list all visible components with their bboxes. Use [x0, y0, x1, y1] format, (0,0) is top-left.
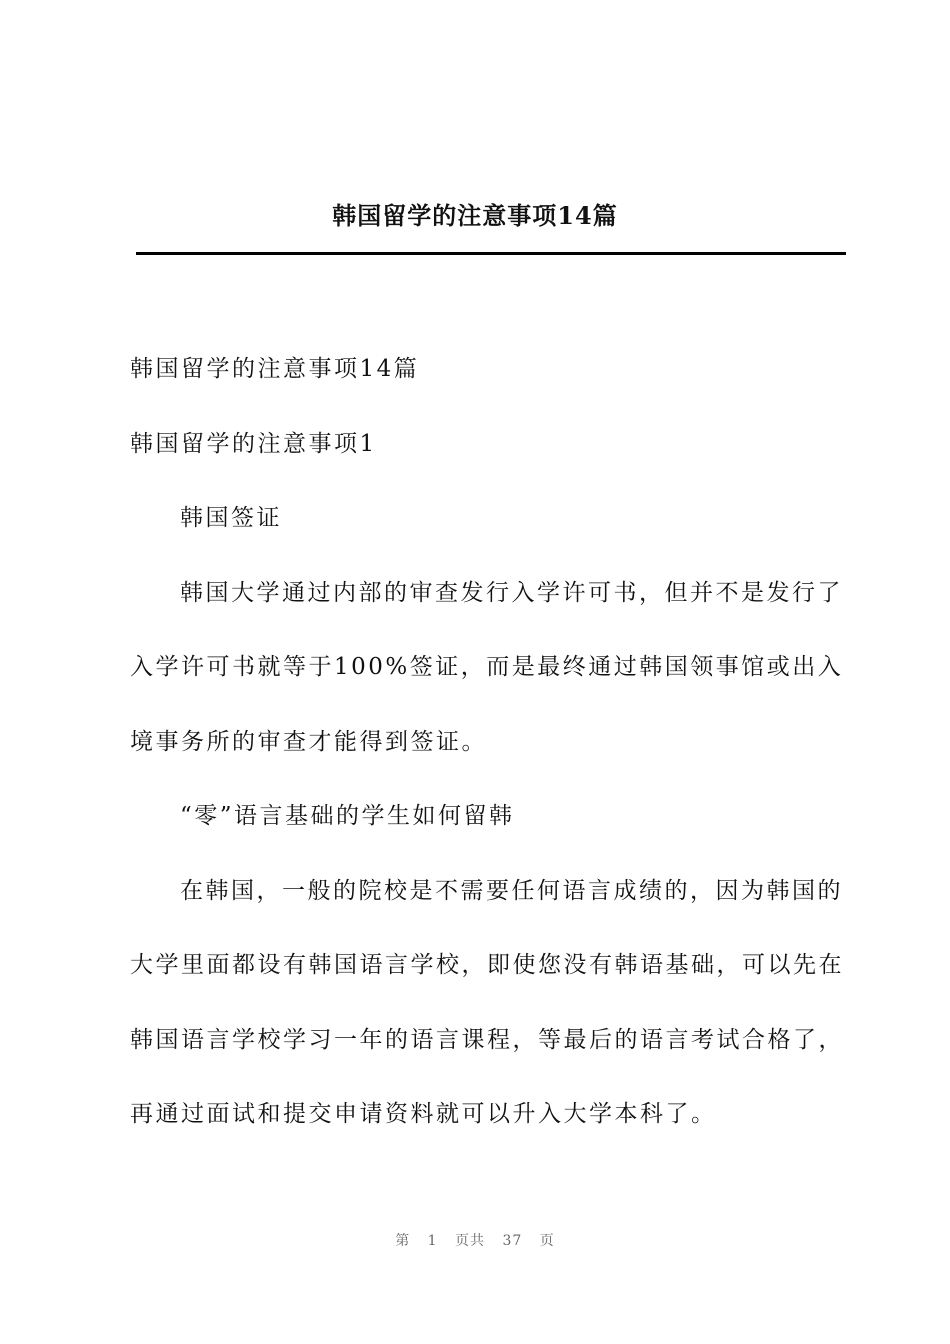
footer-total-pages: 37 [502, 1233, 523, 1249]
paragraph-line: 韩国语言学校学习一年的语言课程，等最后的语言考试合格了， [130, 1027, 844, 1053]
footer-prefix: 第 [395, 1233, 411, 1249]
page-number-footer [0, 1230, 950, 1250]
document-title-line: 韩国留学的注意事项14篇 [130, 356, 420, 382]
footer-page-number: 1 [427, 1233, 438, 1249]
header-divider [136, 252, 846, 255]
section-heading-1: 韩国留学的注意事项1 [130, 431, 377, 457]
paragraph-line: 入学许可书就等于100%签证，而是最终通过韩国领事馆或出入 [130, 654, 844, 680]
subheading-visa: 韩国签证 [180, 505, 282, 531]
paragraph-line: 境事务所的审查才能得到签证。 [130, 729, 487, 755]
footer-middle: 页共 [455, 1233, 486, 1249]
subheading-zero-language: “零”语言基础的学生如何留韩 [180, 803, 515, 829]
footer-suffix: 页 [539, 1233, 555, 1249]
paragraph-line: 韩国大学通过内部的审查发行入学许可书，但并不是发行了 [180, 580, 843, 606]
paragraph-line: 再通过面试和提交申请资料就可以升入大学本科了。 [130, 1101, 717, 1127]
page-header-title: 韩国留学的注意事项14篇 [332, 201, 618, 230]
paragraph-line: 大学里面都设有韩国语言学校，即使您没有韩语基础，可以先在 [130, 952, 844, 978]
paragraph-line: 在韩国，一般的院校是不需要任何语言成绩的，因为韩国的 [180, 878, 843, 904]
